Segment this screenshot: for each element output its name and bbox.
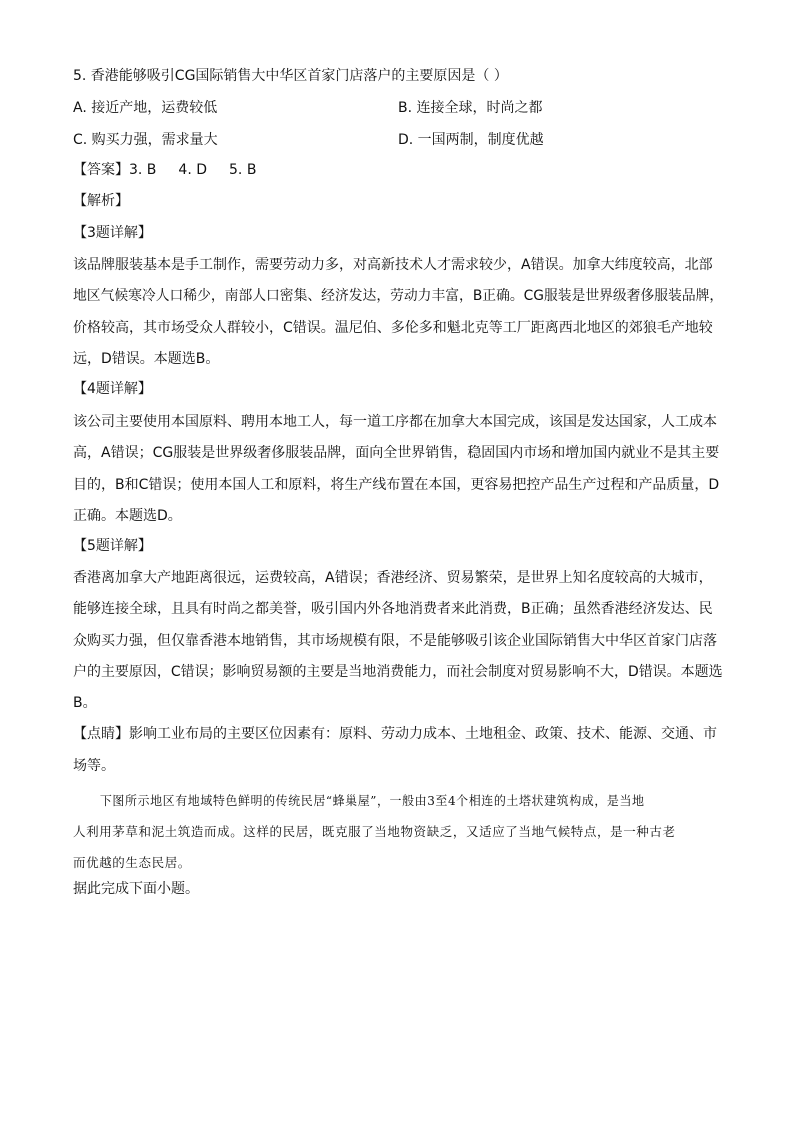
- detail-3-line: 地区气候寒冷人口稀少，南部人口密集、经济发达，劳动力丰富，B正确。CG服装是世界级奢侈服装品牌，: [73, 288, 724, 304]
- option-b: B. 连接全球，时尚之都: [398, 100, 543, 116]
- passage-line: 下图所示地区有地域特色鲜明的传统民居“蜂巢屋”，一般由3至4个相连的土塔状建筑构成，是当地: [99, 793, 645, 808]
- detail-4-line: 该公司主要使用本国原料、聘用本地工人，每一道工序都在加拿大本国完成，该国是发达国家，人工成本: [73, 414, 717, 430]
- option-d: D. 一国两制，制度优越: [398, 132, 544, 148]
- answer-item: 3. B: [129, 162, 157, 178]
- detail-5-line: 众购买力强，但仅靠香港本地销售，其市场规模有限，不是能够吸引该企业国际销售大中华区首家门店落: [73, 633, 717, 649]
- passage-line: 而优越的生态民居。: [73, 855, 191, 870]
- question-5-options-row-2: [73, 131, 723, 149]
- answer-label: 【答案】: [73, 162, 129, 178]
- answer-line: [73, 161, 723, 179]
- detail-4-line: 目的，B和C错误；使用本国人工和原料，将生产线布置在本国，更容易把控产品生产过程和产品质量，D: [73, 477, 720, 493]
- option-a: A. 接近产地，运费较低: [73, 100, 218, 116]
- answer-item: 4. D: [178, 162, 208, 178]
- detail-3-heading: 【3题详解】: [73, 225, 152, 241]
- pointer-line: [73, 725, 723, 743]
- detail-5-line: B。: [73, 695, 97, 711]
- detail-5-line: 香港离加拿大产地距离很远，运费较高，A错误；香港经济、贸易繁荣，是世界上知名度较高的大城市，: [73, 570, 713, 586]
- option-c: C. 购买力强，需求量大: [73, 132, 218, 148]
- detail-3-line: 远，D错误。本题选B。: [73, 351, 220, 367]
- detail-5-line: 能够连接全球，且具有时尚之都美誉，吸引国内外各地消费者来此消费，B正确；虽然香港经济发达、民: [73, 601, 713, 617]
- pointer-label: 【点睛】: [73, 726, 129, 742]
- pointer-text: 影响工业布局的主要区位因素有：原料、劳动力成本、土地租金、政策、技术、能源、交通、市: [129, 726, 717, 742]
- detail-3-line: 价格较高，其市场受众人群较小，C错误。温尼伯、多伦多和魁北克等工厂距离西北地区的郊狼毛产地较: [73, 320, 713, 336]
- instruction-line: 据此完成下面小题。: [73, 881, 199, 897]
- question-5-options-row-1: [73, 99, 723, 117]
- detail-4-heading: 【4题详解】: [73, 381, 152, 397]
- pointer-line-2: 场等。: [73, 758, 115, 774]
- detail-5-heading: 【5题详解】: [73, 538, 152, 554]
- detail-4-line: 高，A错误；CG服装是世界级奢侈服装品牌，面向全世界销售，稳固国内市场和增加国内就业不是其主要: [73, 445, 720, 461]
- question-5-stem: 5. 香港能够吸引CG国际销售大中华区首家门店落户的主要原因是（ ）: [73, 68, 508, 84]
- detail-5-line: 户的主要原因，C错误；影响贸易额的主要是当地消费能力，而社会制度对贸易影响不大，D错误。本题选: [73, 664, 723, 680]
- answer-item: 5. B: [229, 162, 257, 178]
- detail-3-line: 该品牌服装基本是手工制作，需要劳动力多，对高新技术人才需求较少，A错误。加拿大纬度较高，北部: [73, 257, 713, 273]
- passage-line: 人利用茅草和泥土筑造而成。这样的民居，既克服了当地物资缺乏，又适应了当地气候特点，是一种古老: [73, 824, 676, 839]
- analysis-label: 【解析】: [73, 193, 129, 209]
- detail-4-line: 正确。本题选D。: [73, 508, 182, 524]
